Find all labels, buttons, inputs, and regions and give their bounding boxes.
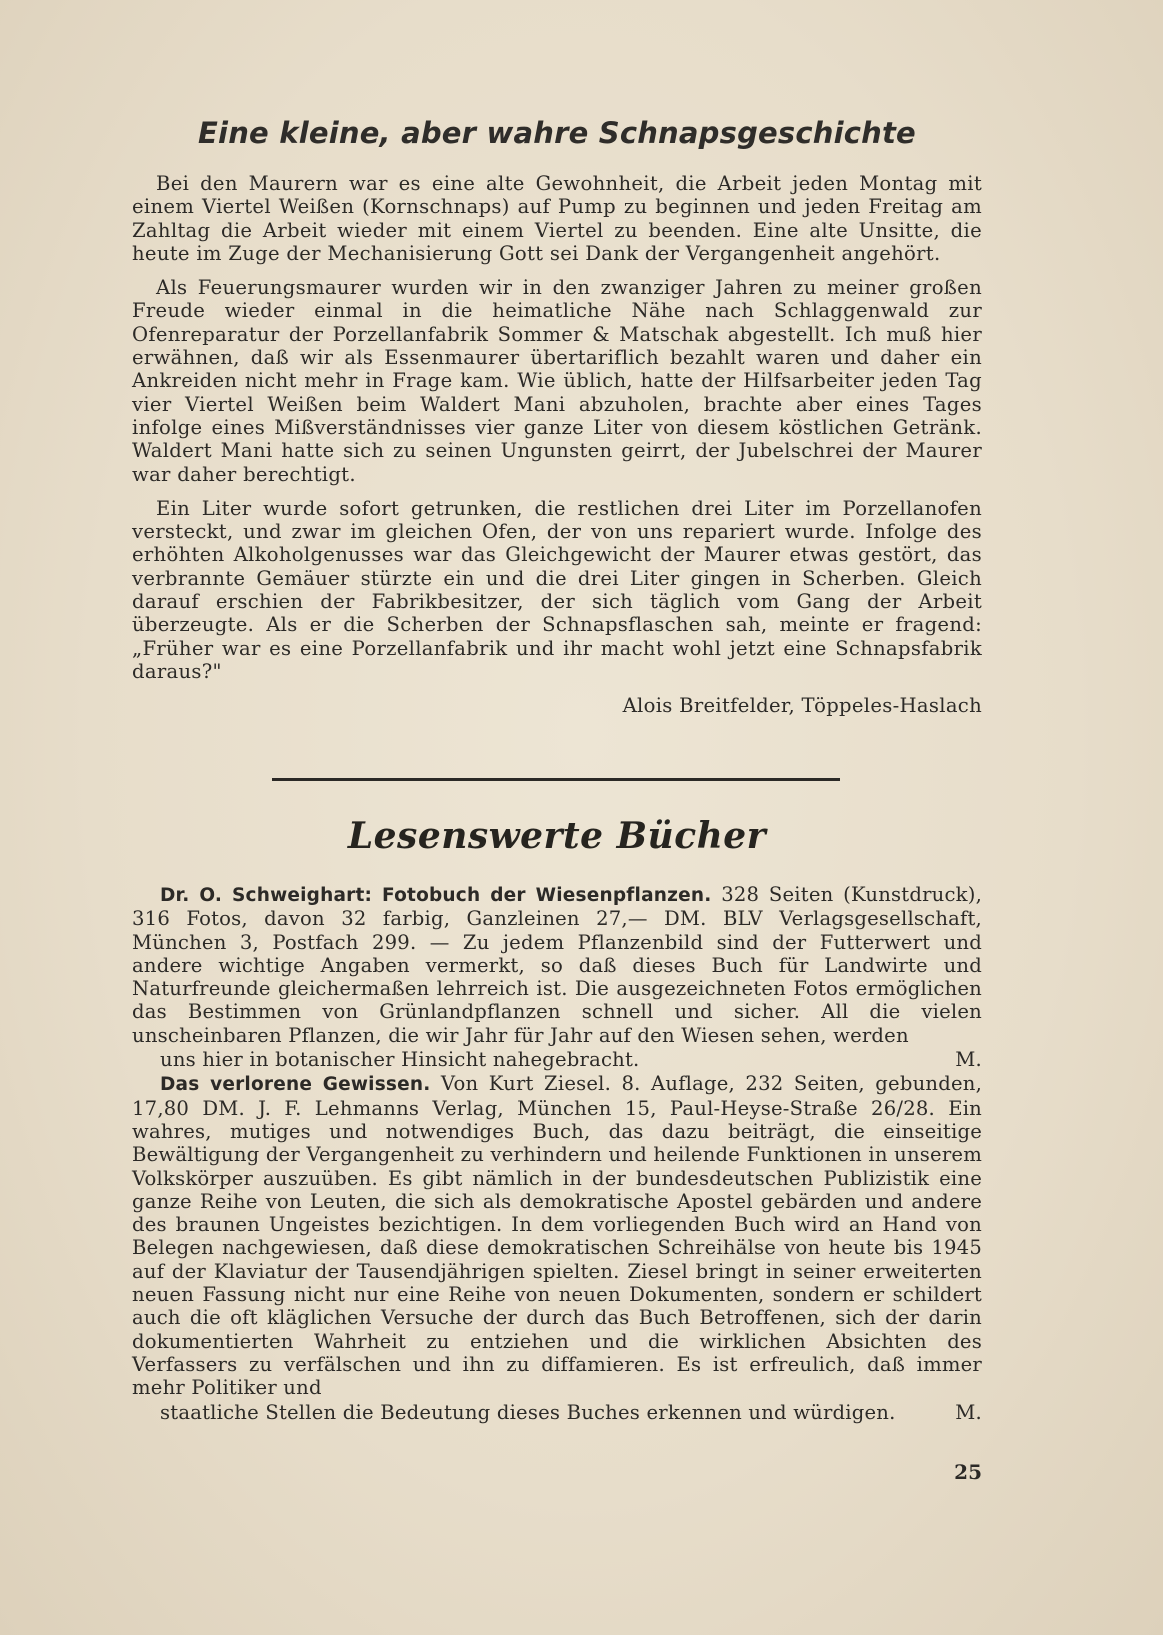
books-heading: Lesenswerte Bücher <box>347 815 767 857</box>
book-review-1-end <box>132 1048 982 1071</box>
story-title: Eine kleine, aber wahre Schnapsgeschichte <box>198 116 916 150</box>
book-review-2-signature: M. <box>955 1400 982 1424</box>
story-paragraph-2: Als Feuerungsmaurer wurden wir in den zwanziger Jahren zu meiner großen Freude wieder einmal in die heimatliche Nähe nach Schlaggenwald zur Ofenreparatur der Porzellanfabrik Sommer & Matschak abgestellt. Ich muß hier erwähnen, daß wir als Essenmaurer übertariflich bezahlt waren und daher ein Ankreiden nicht mehr in Frage kam. Wie üblich, hatte der Hilfsarbeiter jeden Tag vier Viertel Weißen beim Waldert Mani abzuholen, brachte aber eines Tages infolge eines Mißverständnisses vier ganze Liter von diesem köstlichen Getränk. Waldert Mani hatte sich zu seinen Ungunsten geirrt, der Jubelschrei der Maurer war daher berechtigt. <box>132 276 982 486</box>
page-number: 25 <box>954 1460 982 1484</box>
story-author: Alois Breitfelder, Töppeles-Haslach <box>622 694 982 718</box>
book-review-2 <box>132 1072 982 1399</box>
story-body <box>132 172 982 729</box>
book-review-2-last-line: staatliche Stellen die Bedeutung dieses Buches erkennen und würdigen. <box>160 1400 896 1424</box>
book-review-2-body: Von Kurt Ziesel. 8. Auflage, 232 Seiten, gebunden, 17,80 DM. J. F. Lehmanns Verlag, München 15, Paul-Heyse-Straße 26/28. Ein wahres, mutiges und notwendiges Buch, das dazu beiträgt, die einseitige Bewältigung der Vergangenheit zu verhindern und heilende Funktionen in unserem Volkskörper auszuüben. Es gibt nämlich in der bundesdeutschen Publizistik eine ganze Reihe von Leuten, die sich als demokratische Apostel gebärden und andere des braunen Ungeistes bezichtigen. In dem vorliegenden Buch wird an Hand von Belegen nachgewiesen, daß diese demokratischen Schreihälse von heute bis 1945 auf der Klaviatur der Tausendjährigen spielten. Ziesel bringt in seiner erweiterten neuen Fassung nicht nur eine Reihe von neuen Dokumenten, sondern er schildert auch die oft kläglichen Versuche der durch das Buch Betroffenen, sich der darin dokumentierten Wahrheit zu entziehen und die wirklichen Absichten des Verfassers zu verfälschen und ihn zu diffamieren. Es ist erfreulich, daß immer mehr Politiker und <box>132 1072 982 1400</box>
book-review-1-signature: M. <box>955 1048 982 1072</box>
book-review-1-last-line: uns hier in botanischer Hinsicht nahegebracht. <box>160 1048 640 1072</box>
book-review-1-body: 328 Seiten (Kunstdruck), 316 Fotos, davon 32 farbig, Ganzleinen 27,— DM. BLV Verlagsgesellschaft, München 3, Postfach 299. — Zu jedem Pflanzenbild sind der Futterwert und andere wichtige Angaben vermerkt, so daß dieses Buch für Landwirte und Naturfreunde gleichermaßen lehrreich ist. Die ausgezeichneten Fotos ermöglichen das Bestimmen von Grünlandpflanzen schnell und sicher. All die vielen unscheinbaren Pflanzen, die wir Jahr für Jahr auf den Wiesen sehen, werden <box>132 883 983 1047</box>
story-paragraph-1: Bei den Maurern war es eine alte Gewohnheit, die Arbeit jeden Montag mit einem Viertel Weißen (Kornschnaps) auf Pump zu beginnen und jeden Freitag am Zahltag die Arbeit wieder mit einem Viertel zu beenden. Eine alte Unsitte, die heute im Zuge der Mechanisierung Gott sei Dank der Vergangenheit angehört. <box>132 172 982 265</box>
book-review-1 <box>132 883 982 1047</box>
book-reviews <box>132 883 982 1425</box>
section-divider <box>272 778 840 781</box>
book-review-2-end <box>132 1401 982 1424</box>
book-review-1-title: Dr. O. Schweighart: Fotobuch der Wiesenpflanzen. <box>160 885 712 906</box>
story-paragraph-3: Ein Liter wurde sofort getrunken, die restlichen drei Liter im Porzellanofen versteckt, und zwar im gleichen Ofen, der von uns repariert wurde. Infolge des erhöhten Alkoholgenusses war das Gleichgewicht der Maurer etwas gestört, das verbrannte Gemäuer stürzte ein und die drei Liter gingen in Scherben. Gleich darauf erschien der Fabrikbesitzer, der sich täglich vom Gang der Arbeit überzeugte. Als er die Scherben der Schnapsflaschen sah, meinte er fragend: „Früher war es eine Porzellanfabrik und ihr macht wohl jetzt eine Schnapsfabrik daraus?" <box>132 496 982 683</box>
book-review-2-title: Das verlorene Gewissen. <box>160 1074 431 1096</box>
